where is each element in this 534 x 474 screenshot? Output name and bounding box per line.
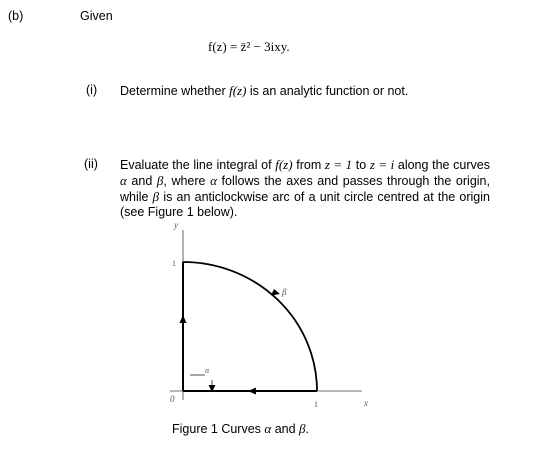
subpart-ii-number: (ii) bbox=[84, 157, 98, 171]
subpart-ii-text bbox=[120, 157, 490, 220]
subpart-ii-text-2: from bbox=[292, 158, 325, 172]
alpha-label: α bbox=[205, 366, 210, 375]
caption-alpha: α bbox=[264, 421, 272, 436]
y-axis-label: y bbox=[174, 220, 178, 230]
subpart-ii-text-5: and bbox=[126, 174, 157, 188]
subpart-i-text-b: is an analytic function or not. bbox=[246, 84, 409, 98]
figure-caption bbox=[172, 421, 309, 437]
subpart-i-func: f(z) bbox=[229, 83, 247, 98]
subpart-ii-alpha-2: α bbox=[210, 173, 217, 188]
subpart-ii-to: z = i bbox=[369, 157, 395, 172]
beta-label: β bbox=[282, 287, 287, 297]
subpart-ii-beta-2: β bbox=[152, 189, 160, 204]
y-tick-label: 1 bbox=[172, 259, 176, 268]
function-equation: f(z) = z̄² − 3ixy. bbox=[208, 39, 290, 54]
given-label: Given bbox=[80, 9, 113, 23]
subpart-i-text-a: Determine whether bbox=[120, 84, 230, 98]
alpha-direction-arrow-left bbox=[248, 388, 256, 395]
subpart-ii-text-3: to bbox=[352, 158, 370, 172]
subpart-ii-alpha: α bbox=[120, 173, 127, 188]
caption-mid: and bbox=[271, 422, 300, 436]
subpart-ii-text-7: follows the axes and passes through the origin, while bbox=[120, 174, 490, 204]
subpart-ii-text-8: is an anticlockwise arc of a unit circle centred at the origin (see Figure 1 below). bbox=[120, 190, 490, 219]
curves-figure bbox=[150, 218, 380, 413]
subpart-ii-from: z = 1 bbox=[324, 157, 353, 172]
origin-label: 0 bbox=[170, 394, 175, 404]
alpha-direction-arrow-up bbox=[180, 315, 187, 323]
subpart-ii-beta: β bbox=[156, 173, 164, 188]
subpart-i-text bbox=[120, 83, 408, 99]
subpart-ii-func: f(z) bbox=[275, 157, 293, 172]
caption-end: . bbox=[305, 422, 310, 436]
x-axis-label: x bbox=[364, 398, 368, 408]
caption-beta: β bbox=[299, 421, 306, 436]
caption-prefix: Figure 1 Curves bbox=[172, 422, 265, 436]
subpart-ii-text-6: , where bbox=[163, 174, 211, 188]
subpart-ii-text-1: Evaluate the line integral of bbox=[120, 158, 276, 172]
subpart-ii-text-4: along the curves bbox=[394, 158, 490, 172]
beta-arc bbox=[183, 262, 317, 391]
x-tick-label: 1 bbox=[314, 400, 318, 409]
subpart-i-number: (i) bbox=[86, 83, 98, 97]
beta-direction-arrow bbox=[271, 289, 280, 296]
part-label: (b) bbox=[8, 9, 24, 23]
